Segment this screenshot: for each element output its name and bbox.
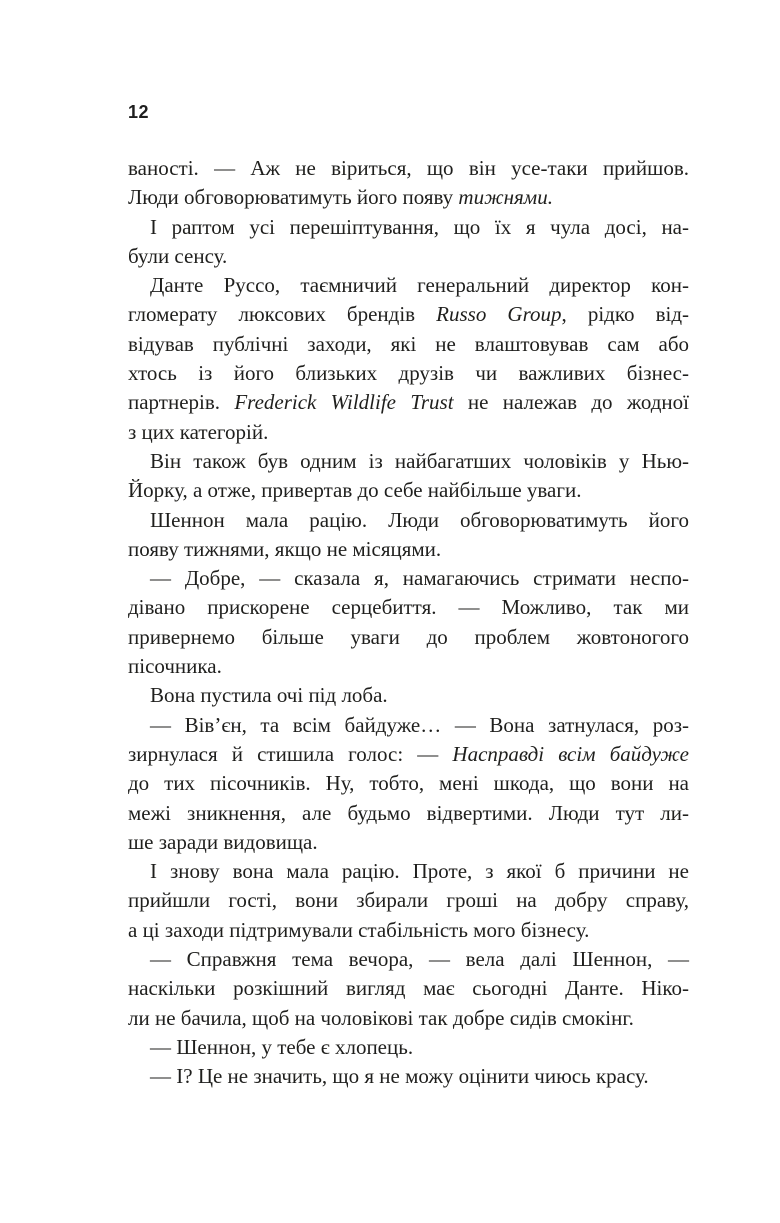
text-line — [128, 506, 689, 535]
text-line — [128, 1033, 689, 1062]
paragraph — [128, 681, 689, 710]
paragraph — [128, 506, 689, 565]
text-line — [128, 300, 689, 329]
text-line — [128, 886, 689, 915]
text-line — [128, 359, 689, 388]
text-line — [128, 828, 689, 857]
text-segment: ше заради видовища. — [128, 829, 318, 854]
text-line — [128, 945, 689, 974]
text-line — [128, 740, 689, 769]
paragraph — [128, 1033, 689, 1062]
text-segment: відував публічні заходи, які не влаштовував сам або — [128, 331, 689, 356]
text-line — [128, 974, 689, 1003]
text-segment: появу тижнями, якщо не місяцями. — [128, 536, 442, 561]
text-line — [128, 1062, 689, 1091]
italic-segment: Frederick Wildlife Trust — [234, 390, 454, 415]
text-segment: до тих пісочників. Ну, тобто, мені шкода, що вони на — [128, 771, 689, 796]
text-line — [128, 183, 689, 212]
text-line — [128, 476, 689, 505]
text-segment: Він також був одним із найбагатших чоловіків у Нью- — [150, 448, 689, 473]
italic-segment: тижнями. — [458, 185, 553, 210]
text-segment: — Справжня тема вечора, — вела далі Шеннон, — — [150, 947, 689, 972]
text-segment: дівано прискорене серцебиття. — Можливо, так ми — [128, 595, 689, 620]
paragraph — [128, 271, 689, 447]
text-line — [128, 711, 689, 740]
text-segment: межі зникнення, але будьмо відвертими. Люди тут ли- — [128, 800, 689, 825]
page-text — [128, 154, 689, 1092]
paragraph — [128, 1062, 689, 1091]
paragraph — [128, 857, 689, 945]
paragraph — [128, 945, 689, 1033]
text-segment: — Вів’єн, та всім байдуже… — Вона затнулася, роз- — [150, 712, 689, 737]
text-segment: Данте Руссо, таємничий генеральний директор кон- — [150, 273, 689, 298]
italic-segment: Russo Group — [436, 302, 562, 327]
text-segment: гломерату люксових брендів — [128, 302, 437, 327]
text-line — [128, 623, 689, 652]
text-segment: привернемо більше уваги до проблем жовтоногого — [128, 624, 689, 649]
text-line — [128, 418, 689, 447]
text-line — [128, 1004, 689, 1033]
text-segment: а ці заходи підтримували стабільність мого бізнесу. — [128, 917, 590, 942]
text-segment: Йорку, а отже, привертав до себе найбільше уваги. — [128, 478, 582, 503]
text-line — [128, 271, 689, 300]
paragraph — [128, 154, 689, 213]
text-segment: не належав до жодної — [453, 390, 689, 415]
text-segment: хтось із його близьких друзів чи важливих бізнес- — [128, 361, 689, 386]
text-line — [128, 388, 689, 417]
text-segment: , рідко від- — [561, 302, 689, 327]
text-segment: І знову вона мала рацію. Проте, з якої б причини не — [150, 859, 689, 884]
text-line — [128, 769, 689, 798]
text-segment: пісочника. — [128, 654, 222, 679]
text-segment: Вона пустила очі під лоба. — [150, 683, 388, 708]
text-line — [128, 535, 689, 564]
text-segment: — Шеннон, у тебе є хлопець. — [150, 1034, 414, 1059]
text-segment: партнерів. — [128, 390, 235, 415]
text-segment: — І? Це не значить, що я не можу оцінити чиюсь красу. — [150, 1064, 649, 1089]
paragraph — [128, 447, 689, 506]
paragraph — [128, 564, 689, 681]
paragraph — [128, 213, 689, 272]
text-line — [128, 447, 689, 476]
text-segment: ваності. — Аж не віриться, що він усе-таки прийшов. — [128, 156, 689, 180]
text-line — [128, 564, 689, 593]
text-segment: наскільки розкішний вигляд має сьогодні Данте. Ніко- — [128, 976, 689, 1001]
page-number: 12 — [128, 102, 150, 122]
text-segment: з цих категорій. — [128, 419, 269, 444]
text-line — [128, 593, 689, 622]
text-segment: ли не бачила, щоб на чоловікові так добре сидів смокінг. — [128, 1005, 634, 1030]
text-line — [128, 330, 689, 359]
text-segment: Люди обговорюватимуть його появу — [128, 185, 459, 210]
text-segment: прийшли гості, вони збирали гроші на добру справу, — [128, 888, 689, 913]
text-segment: І раптом усі перешіптування, що їх я чула досі, на- — [150, 214, 689, 239]
text-segment: Шеннон мала рацію. Люди обговорюватимуть його — [150, 507, 689, 532]
text-segment: — Добре, — сказала я, намагаючись стримати неспо- — [150, 566, 689, 591]
paragraph — [128, 711, 689, 857]
text-line — [128, 681, 689, 710]
italic-segment: Насправді всім байдуже — [452, 741, 689, 766]
text-line — [128, 242, 689, 271]
text-line — [128, 916, 689, 945]
text-line — [128, 799, 689, 828]
text-line — [128, 652, 689, 681]
text-segment: були сенсу. — [128, 243, 228, 268]
text-line — [128, 154, 689, 183]
text-line — [128, 213, 689, 242]
text-line — [128, 857, 689, 886]
text-segment: зирнулася й стишила голос: — — [128, 741, 453, 766]
